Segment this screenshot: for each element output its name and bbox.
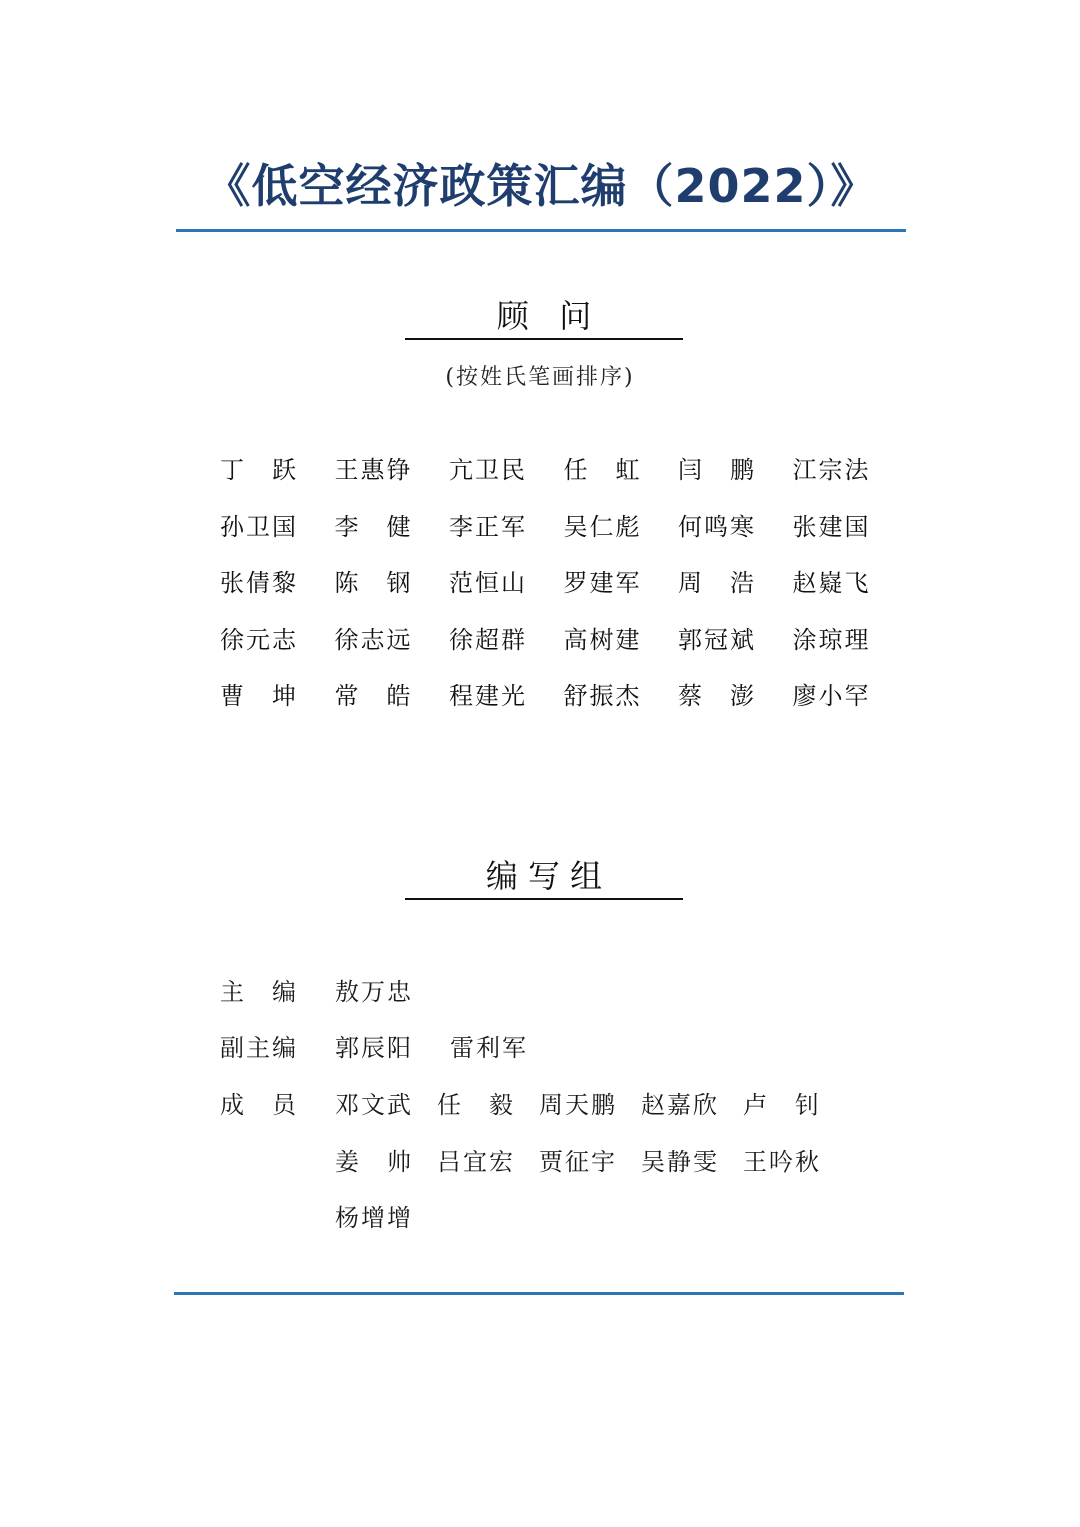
advisor-name: 孙 卫 国	[220, 512, 296, 541]
editor-name: 郭 辰 阳	[335, 1034, 411, 1062]
advisor-name: 曹 坤	[220, 682, 296, 710]
editor-name: 雷 利 军	[450, 1034, 526, 1062]
editor-name: 邓 文 武	[335, 1091, 411, 1119]
deputy-editor-row	[220, 1028, 565, 1068]
editor-name: 任 毅	[437, 1091, 513, 1119]
advisor-name: 郭 冠 斌	[678, 625, 754, 654]
advisor-name: 亢 卫 民	[449, 456, 525, 484]
advisor-name: 范 恒 山	[449, 569, 525, 597]
deputy-editor-label: 副 主 编	[220, 1034, 296, 1062]
editor-name: 贾 征 宇	[539, 1148, 615, 1176]
advisor-name: 闫 鹏	[678, 456, 754, 484]
advisor-name: 李 正 军	[449, 512, 525, 541]
advisor-name: 江 宗 法	[792, 456, 869, 484]
editor-name: 杨 增 增	[335, 1204, 411, 1232]
advisor-name: 常 皓	[334, 682, 411, 710]
advisor-name: 李 健	[334, 512, 411, 541]
advisor-name: 张 倩 黎	[220, 569, 296, 597]
chief-editor-row	[220, 972, 450, 1012]
footer-divider	[174, 1292, 904, 1295]
advisor-name: 徐 超 群	[449, 625, 525, 654]
advisor-name: 廖 小 罕	[792, 682, 869, 710]
advisor-name: 周 浩	[678, 569, 754, 597]
editor-name: 王 吟 秋	[743, 1148, 819, 1176]
advisor-name: 吴 仁 彪	[563, 512, 640, 541]
advisor-name: 舒 振 杰	[563, 682, 640, 710]
sort-note: (按姓氏笔画排序)	[445, 365, 635, 390]
advisor-name: 罗 建 军	[563, 569, 640, 597]
editor-name: 周 天 鹏	[539, 1091, 615, 1119]
members-row-continued	[335, 1198, 450, 1238]
advisor-name: 徐 元 志	[220, 625, 296, 654]
advisor-name: 陈 钢	[334, 569, 411, 597]
advisor-list	[220, 450, 900, 733]
advisor-name: 张 建 国	[792, 512, 869, 541]
members-row-continued	[335, 1142, 845, 1182]
editors-heading: 编 写 组	[405, 856, 683, 900]
advisor-name: 徐 志 远	[334, 625, 411, 654]
advisor-name: 高 树 建	[563, 625, 640, 654]
members-label: 成 员	[220, 1091, 296, 1119]
document-title: 《低空经济政策汇编（2022）》	[204, 159, 878, 213]
advisor-name: 丁 跃	[220, 456, 296, 484]
editor-name: 敖 万 忠	[335, 978, 411, 1006]
advisor-name: 涂 琼 理	[792, 625, 869, 654]
editor-name: 吴 静 雯	[641, 1148, 717, 1176]
advisor-name: 程 建 光	[449, 682, 525, 710]
advisor-name: 蔡 澎	[678, 682, 754, 710]
advisor-name: 何 鸣 寒	[678, 512, 754, 541]
editor-name: 吕 宜 宏	[437, 1148, 513, 1176]
title-divider	[176, 229, 906, 232]
chief-editor-label: 主 编	[220, 978, 296, 1006]
editor-name: 赵 嘉 欣	[641, 1091, 717, 1119]
editor-name: 卢 钊	[743, 1091, 819, 1119]
editor-name: 姜 帅	[335, 1148, 411, 1176]
advisor-name: 王 惠 铮	[334, 456, 411, 484]
advisor-name: 任 虹	[563, 456, 640, 484]
advisor-name: 赵 嶷 飞	[792, 569, 869, 597]
advisors-heading: 顾 问	[405, 296, 683, 340]
members-row	[220, 1085, 845, 1125]
